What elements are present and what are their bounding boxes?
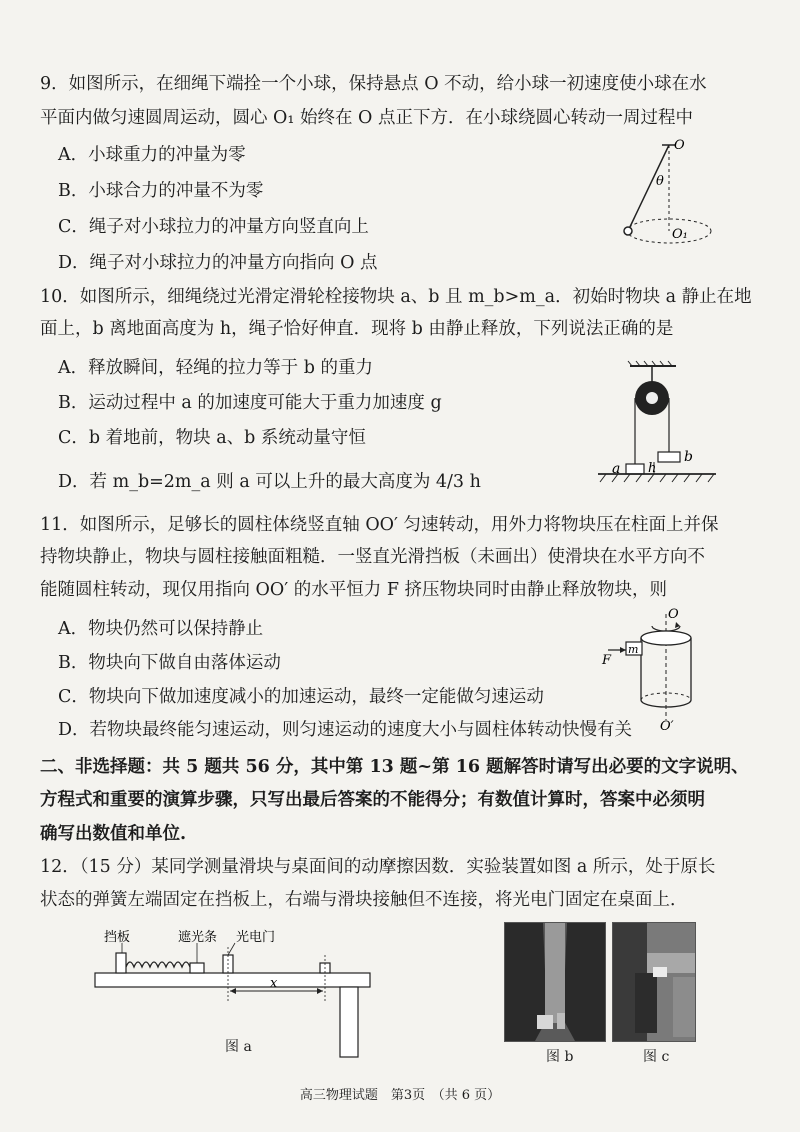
page-footer: 高三物理试题 第3页 （共 6 页） xyxy=(299,1088,501,1103)
q10-option-b: B．运动过程中 a 的加速度可能大于重力加速度 g xyxy=(58,393,442,413)
q12-photo-c xyxy=(612,922,696,1042)
q9-stem-line1: 9．如图所示，在细绳下端拴一个小球，保持悬点 O 不动，给小球一初速度使小球在水 xyxy=(40,74,707,94)
q11-cylinder-figure xyxy=(598,606,708,740)
q9-option-a: A．小球重力的冲量为零 xyxy=(58,145,246,165)
q11-stem-line3: 能随圆柱转动，现仅用指向 OO′ 的水平恒力 F 挤压物块同时由静止释放物块，则 xyxy=(40,580,668,600)
q12-label-baffle: 挡板 xyxy=(104,930,131,945)
q11-stem-line2: 持物块静止，物块与圆柱接触面粗糙．一竖直光滑挡板（未画出）使滑块在水平方向不 xyxy=(40,547,705,567)
q10-option-d: D．若 m_b=2m_a 则 a 可以上升的最大高度为 4/3 h xyxy=(58,472,481,492)
q12-label-gate: 光电门 xyxy=(236,930,276,945)
q12-caption-a: 图 a xyxy=(225,1039,252,1055)
q10-stem-line2: 面上，b 离地面高度为 h，绳子恰好伸直．现将 b 由静止释放，下列说法正确的是 xyxy=(40,319,674,339)
section2-line2: 方程式和重要的演算步骤，只写出最后答案的不能得分；有数值计算时，答案中必须明 xyxy=(40,790,705,810)
q11-option-c: C．物块向下做加速度减小的加速运动，最终一定能做匀速运动 xyxy=(58,687,544,707)
q9-option-c: C．绳子对小球拉力的冲量方向竖直向上 xyxy=(58,217,369,237)
q11-option-d: D．若物块最终能匀速运动，则匀速运动的速度大小与圆柱体转动快慢有关 xyxy=(58,720,633,740)
q12-stem-line2: 状态的弹簧左端固定在挡板上，右端与滑块接触但不连接，将光电门固定在桌面上． xyxy=(40,890,688,910)
q10-option-c: C．b 着地前，物块 a、b 系统动量守恒 xyxy=(58,428,366,448)
q9-option-b: B．小球合力的冲量不为零 xyxy=(58,181,264,201)
q9-label-o: O xyxy=(674,138,685,153)
q11-option-b: B．物块向下做自由落体运动 xyxy=(58,653,281,673)
q9-option-d: D．绳子对小球拉力的冲量方向指向 O 点 xyxy=(58,253,378,273)
q10-option-a: A．释放瞬间，轻绳的拉力等于 b 的重力 xyxy=(58,358,373,378)
q11-label-o: O xyxy=(668,607,679,622)
q12-photo-b xyxy=(504,922,606,1042)
q12-caption-c: 图 c xyxy=(643,1049,670,1065)
q9-label-o1: O₁ xyxy=(672,227,688,242)
q10-label-b: b xyxy=(684,449,693,465)
q9-label-theta: θ xyxy=(656,174,664,189)
q12-label-shade: 遮光条 xyxy=(178,930,218,945)
section2-line3: 确写出数值和单位. xyxy=(40,824,187,844)
q12-stem-line1: 12．（15 分）某同学测量滑块与桌面间的动摩擦因数．实验装置如图 a 所示，处于原长 xyxy=(40,857,716,877)
q9-stem-line2: 平面内做匀速圆周运动，圆心 O₁ 始终在 O 点正下方．在小球绕圆心转动一周过程中 xyxy=(40,108,693,128)
q11-option-a: A．物块仍然可以保持静止 xyxy=(58,619,264,639)
q10-label-h: h xyxy=(648,461,657,476)
q11-label-m: m xyxy=(628,643,639,656)
section2-line1: 二、非选择题：共 5 题共 56 分，其中第 13 题~第 16 题解答时请写出必要的文字说明、 xyxy=(40,757,749,777)
q10-label-a: a xyxy=(612,461,621,477)
q12-caption-b: 图 b xyxy=(546,1049,574,1065)
q12-label-x: x xyxy=(270,976,278,991)
q9-pendulum-figure xyxy=(612,135,722,259)
q10-stem-line1: 10．如图所示，细绳绕过光滑定滑轮栓接物块 a、b 且 m_b>m_a．初始时物块 a 静止在地 xyxy=(40,287,752,307)
q10-pulley-figure xyxy=(596,360,726,494)
q11-label-o-prime: O′ xyxy=(660,719,674,734)
q11-stem-line1: 11．如图所示，足够长的圆柱体绕竖直轴 OO′ 匀速转动，用外力将物块压在柱面上并保 xyxy=(40,515,719,535)
q11-label-f: F xyxy=(602,653,612,668)
